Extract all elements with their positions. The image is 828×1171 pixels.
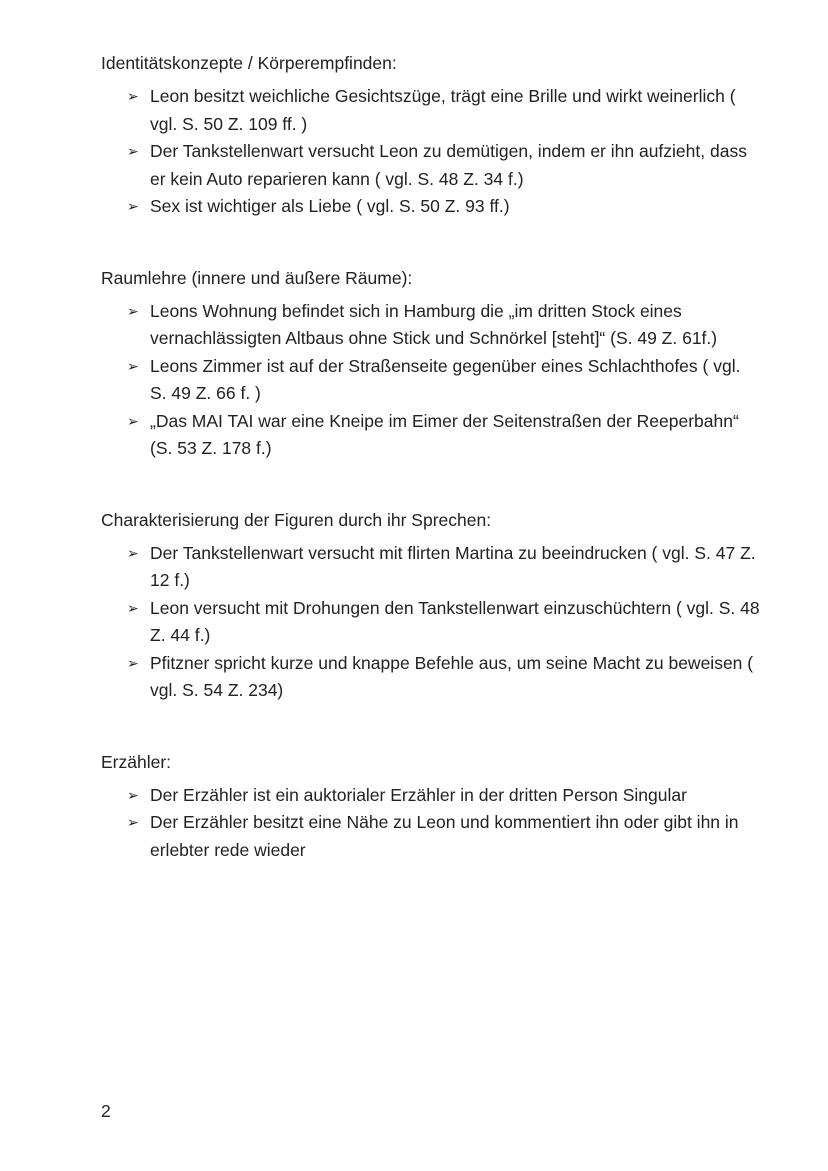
list-item-text: Leons Zimmer ist auf der Straßenseite gegenüber eines Schlachthofes ( vgl. S. 49 Z. 66 f. )	[150, 355, 741, 403]
list-item	[101, 138, 761, 193]
list-item-text: Der Erzähler ist ein auktorialer Erzähler in der dritten Person Singular	[150, 784, 687, 805]
list-item	[101, 353, 761, 408]
list-item	[101, 650, 761, 705]
list-item-text: Sex ist wichtiger als Liebe ( vgl. S. 50 Z. 93 ff.)	[150, 196, 510, 216]
arrowhead-bullet-icon: ➢	[127, 412, 139, 429]
arrowhead-bullet-icon: ➢	[127, 88, 139, 104]
list-item-text: Der Tankstellenwart versucht mit flirten Martina zu beeindrucken ( vgl. S. 47 Z. 12 f.)	[150, 542, 756, 590]
arrowhead-bullet-icon: ➢	[127, 786, 139, 803]
arrowhead-bullet-icon: ➢	[127, 357, 139, 374]
arrowhead-bullet-icon: ➢	[127, 814, 139, 830]
arrowhead-bullet-icon: ➢	[127, 302, 139, 319]
arrowhead-bullet-icon: ➢	[127, 198, 139, 214]
bullet-list	[101, 782, 761, 865]
list-item	[101, 193, 761, 221]
section-erzaehler	[101, 749, 761, 865]
bullet-list	[101, 298, 761, 463]
list-item-text: Leon besitzt weichliche Gesichtszüge, trägt eine Brille und wirkt weinerlich ( vgl. S. 50 Z. 109 ff. )	[150, 86, 736, 134]
list-item	[101, 809, 761, 864]
arrowhead-bullet-icon: ➢	[127, 143, 139, 159]
list-item	[101, 298, 761, 353]
list-item	[101, 83, 761, 138]
section-heading: Erzähler:	[101, 751, 172, 772]
list-item-text: Leon versucht mit Drohungen den Tankstellenwart einzuschüchtern ( vgl. S. 48 Z. 44 f.)	[150, 597, 760, 645]
section-raumlehre	[101, 265, 761, 463]
section-charakterisierung	[101, 507, 761, 705]
list-item-text: Der Tankstellenwart versucht Leon zu demütigen, indem er ihn aufzieht, dass er kein Auto reparieren kann ( vgl. S. 48 Z. 34 f.)	[150, 141, 747, 189]
section-identitaetskonzepte	[101, 50, 761, 221]
arrowhead-bullet-icon: ➢	[127, 599, 139, 616]
list-item-text: „Das MAI TAI war eine Kneipe im Eimer der Seitenstraßen der Reeperbahn“ (S. 53 Z. 178 f.)	[150, 410, 739, 458]
page-content	[101, 50, 761, 864]
list-item	[101, 540, 761, 595]
section-heading: Raumlehre (innere und äußere Räume):	[101, 267, 413, 288]
list-item-text: Leons Wohnung befindet sich in Hamburg die „im dritten Stock eines vernachlässigten Altbaus ohne Stick und Schnörkel [steht]“ (S. 49 Z. 61f.)	[150, 300, 718, 348]
bullet-list	[101, 83, 761, 221]
list-item	[101, 595, 761, 650]
list-item-text: Der Erzähler besitzt eine Nähe zu Leon und kommentiert ihn oder gibt ihn in erlebter rede wieder	[150, 812, 739, 860]
arrowhead-bullet-icon: ➢	[127, 654, 139, 671]
list-item	[101, 782, 761, 810]
arrowhead-bullet-icon: ➢	[127, 544, 139, 561]
bullet-list	[101, 540, 761, 705]
page-number: 2	[101, 1101, 111, 1121]
section-heading: Charakterisierung der Figuren durch ihr Sprechen:	[101, 509, 492, 530]
section-heading: Identitätskonzepte / Körperempfinden:	[101, 53, 397, 73]
list-item	[101, 408, 761, 463]
list-item-text: Pfitzner spricht kurze und knappe Befehle aus, um seine Macht zu beweisen ( vgl. S. 54 Z. 234)	[150, 652, 754, 700]
